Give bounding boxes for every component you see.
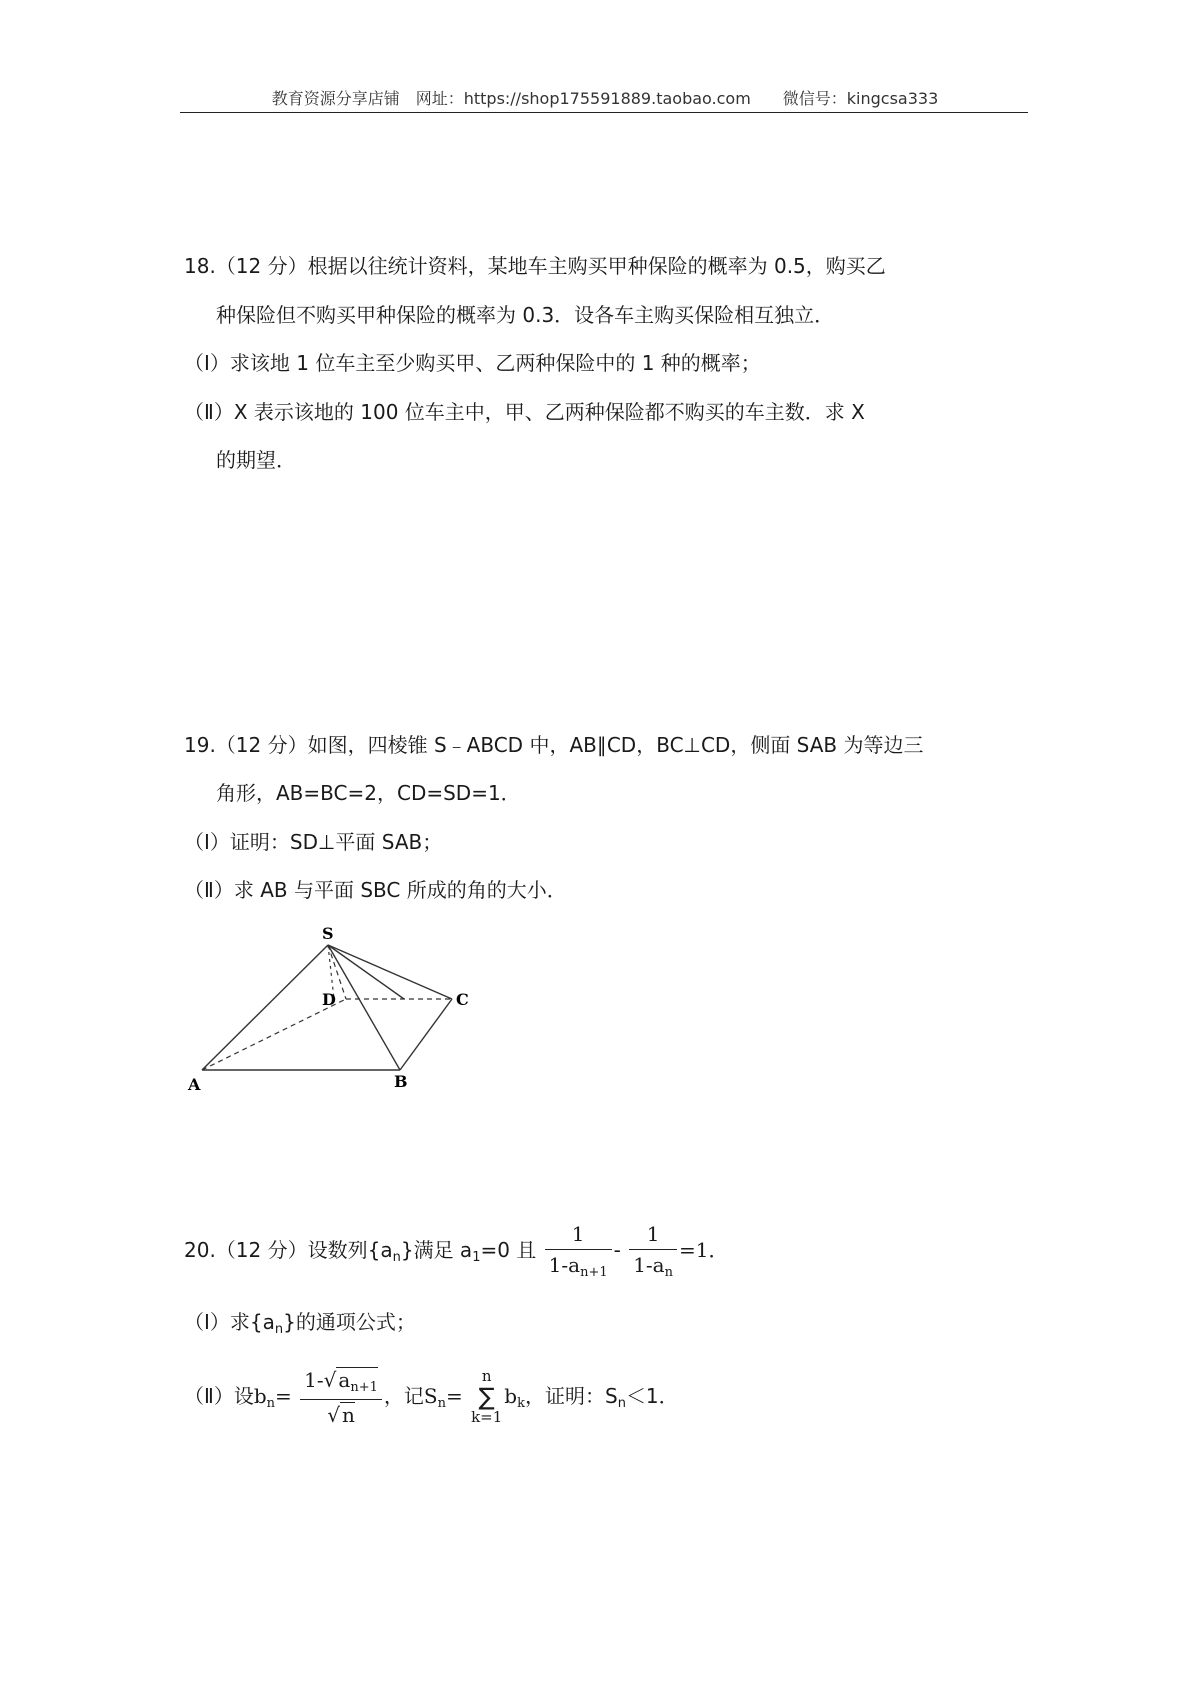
edge-sc — [328, 945, 404, 999]
q20-part2: （Ⅱ）设$b_n=$ $\frac{1-√ a_{n+1}}{√ n}$ ，记$S_n=$ n ∑ k=1 $b_k$，证明：$S_n<1$． — [184, 1366, 679, 1427]
edge-sa — [202, 945, 328, 1070]
q18-part2a: （Ⅱ）X 表示该地的 100 位车主中，甲、乙两种保险都不购买的车主数．求 X — [184, 400, 865, 424]
label-s: S — [322, 924, 334, 943]
q20-tail: =1． — [678, 1237, 729, 1262]
fraction-b — [300, 1368, 382, 1427]
q18-part2b: 的期望． — [216, 448, 296, 472]
fraction-2-numerator: 1 — [629, 1222, 677, 1250]
q19-line2: 角形，AB=BC=2，CD=SD=1． — [216, 781, 521, 805]
q20-sub-n: n — [392, 1249, 401, 1265]
edge-bc — [400, 999, 452, 1070]
q19-part1: （Ⅰ）证明：SD⊥平面 SAB； — [184, 830, 443, 854]
q18-line1: 18.（12 分）根据以往统计资料，某地车主购买甲种保险的概率为 0.5，购买乙 — [184, 254, 886, 278]
q20-line1 — [184, 1222, 728, 1281]
q20-ji: ，记 — [383, 1383, 424, 1408]
q20-part1: （Ⅰ）求$\{a_n\}$的通项公式； — [184, 1310, 416, 1337]
edge-sc2 — [328, 945, 452, 999]
q20-minus: - — [613, 1237, 621, 1262]
q20-part2-pre: （Ⅱ）设 — [184, 1383, 254, 1408]
q19-line1: 19.（12 分）如图，四棱锥 S﹣ABCD 中，AB∥CD，BC⊥CD，侧面 SAB 为等边三 — [184, 733, 924, 757]
fraction-2 — [629, 1222, 677, 1281]
edge-sb — [328, 945, 400, 1070]
label-c: C — [456, 990, 469, 1009]
q20-mid2: =0 且 — [480, 1237, 537, 1262]
label-d: D — [322, 990, 336, 1009]
fraction-2-denominator: $1-a_n$ — [633, 1253, 673, 1280]
label-a: A — [188, 1075, 201, 1094]
label-b: B — [394, 1072, 408, 1091]
q20-proof: ，证明：$S_n<1$． — [524, 1383, 679, 1411]
q18-line2: 种保险但不购买甲种保险的概率为 0.3．设各车主购买保险相互独立． — [216, 303, 835, 327]
q20-mid1: }满足 a — [400, 1237, 473, 1262]
q20-sub-1: 1 — [472, 1249, 481, 1265]
q20-prefix: 20.（12 分）设数列{a — [184, 1237, 393, 1262]
fraction-1-numerator: 1 — [545, 1222, 612, 1250]
fraction-b-denominator: √ n — [327, 1402, 355, 1427]
fraction-b-numerator: 1-√ $a_{n+1}$ — [300, 1368, 382, 1400]
edge-ad — [202, 999, 346, 1070]
header-rule — [180, 112, 1028, 113]
q19-part2: （Ⅱ）求 AB 与平面 SBC 所成的角的大小． — [184, 878, 567, 902]
pyramid-figure — [180, 915, 480, 1095]
page-header: 教育资源分享店铺 网址：https://shop175591889.taobao.com 微信号：kingcsa333 — [271, 89, 939, 108]
fraction-1-denominator: $1-a_{n+1}$ — [548, 1253, 608, 1280]
fraction-1 — [545, 1222, 612, 1281]
q18-part1: （Ⅰ）求该地 1 位车主至少购买甲、乙两种保险中的 1 种的概率； — [184, 351, 761, 375]
summation: n ∑ k=1 — [471, 1366, 503, 1426]
